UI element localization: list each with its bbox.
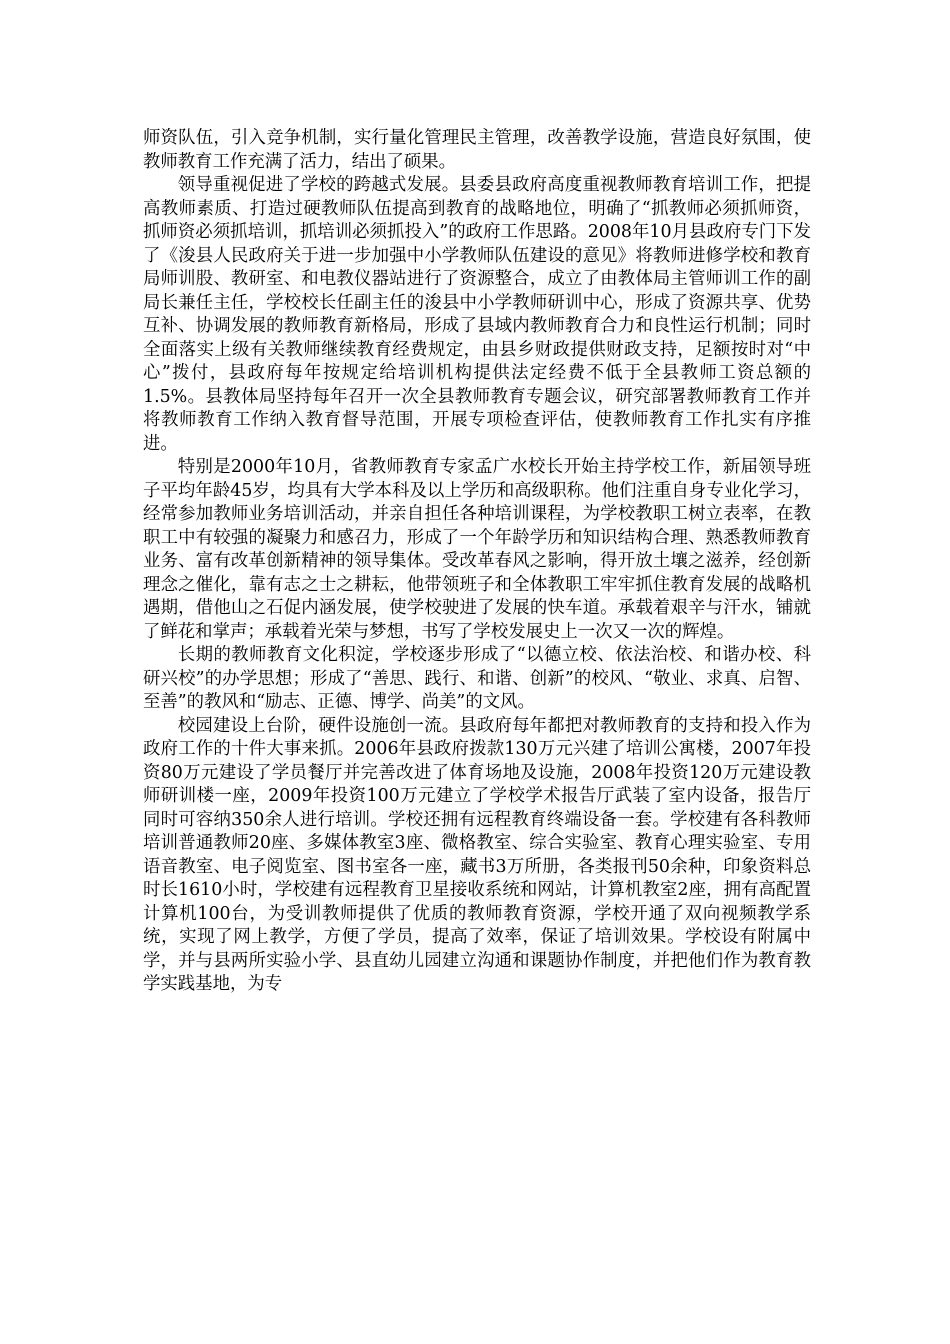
paragraph-leadership-support: 领导重视促进了学校的跨越式发展。县委县政府高度重视教师教育培训工作，把提高教师素质、打造过硬教师队伍提高到教育的战略地位，明确了“抓教师必须抓师资，抓师资必须抓培训，抓培训必须抓投入”的政府工作思路。2008年10月县政府专门下发了《浚县人民政府关于进一步加强中小学教师队伍建设的意见》将教师进修学校和教育局师训股、教研室、和电教仪器站进行了资源整合，成立了由教体局主管师训工作的副局长兼任主任，学校校长任副主任的浚县中小学教师研训中心，形成了资源共享、优势互补、协调发展的教师教育新格局，形成了县域内教师教育合力和良性运行机制；同时全面落实上级有关教师继续教育经费规定，由县乡财政提供财政支持，足额按时对“中心”拨付，县政府每年按规定给培训机构提供法定经费不低于全县教师工资总额的1.5%。县教体局坚持每年召开一次全县教师教育专题会议，研究部署教师教育工作并将教师教育工作纳入教育督导范围，开展专项检查评估，使教师教育工作扎实有序推进。 bbox=[143, 175, 811, 454]
paragraph-school-culture: 长期的教师教育文化积淀，学校逐步形成了“以德立校、依法治校、和谐办校、科研兴校”的办学思想；形成了“善思、践行、和谐、创新”的校风、“敬业、求真、启智、至善”的教风和“励志、正德、博学、尚美”的文风。 bbox=[143, 645, 811, 712]
paragraph-campus-construction: 校园建设上台阶，硬件设施创一流。县政府每年都把对教师教育的支持和投入作为政府工作的十件大事来抓。2006年县政府拨款130万元兴建了培训公寓楼，2007年投资80万元建设了学员餐厅并完善改进了体育场地及设施，2008年投资120万元建设教师研训楼一座，2009年投资100万元建立了学校学术报告厅武装了室内设备，报告厅同时可容纳350余人进行培训。学校还拥有远程教育终端设备一套。学校建有各科教师培训普通教师20座、多媒体教室3座、微格教室、综合实验室、教育心理实验室、专用语音教室、电子阅览室、图书室各一座，藏书3万所册，各类报刊50余种，印象资料总时长1610小时，学校建有远程教育卫星接收系统和网站，计算机教室2座，拥有高配置计算机100台，为受训教师提供了优质的教师教育资源，学校开通了双向视频教学系统，实现了网上教学，方便了学员，提高了效率，保证了培训效果。学校设有附属中学，并与县两所实验小学、县直幼儿园建立沟通和课题协作制度，并把他们作为教育教学实践基地，为专 bbox=[143, 715, 811, 994]
paragraph-continuation: 师资队伍，引入竞争机制，实行量化管理民主管理，改善教学设施，营造良好氛围，使教师教育工作充满了活力，结出了硕果。 bbox=[143, 128, 811, 172]
paragraph-principal-leadership: 特别是2000年10月，省教师教育专家孟广水校长开始主持学校工作，新届领导班子平均年龄45岁，均具有大学本科及以上学历和高级职称。他们注重自身专业化学习，经常参加教师业务培训活动，并亲自担任各种培训课程，为学校教职工树立表率，在教职工中有较强的凝聚力和感召力，形成了一个年龄学历和知识结构合理、熟悉教师教育业务、富有改革创新精神的领导集体。受改革春风之影响，得开放土壤之滋养，经创新理念之催化，靠有志之士之耕耘，他带领班子和全体教职工牢牢抓住教育发展的战略机遇期，借他山之石促内涵发展，使学校驶进了发展的快车道。承载着艰辛与汗水，铺就了鲜花和掌声；承载着光荣与梦想，书写了学校发展史上一次又一次的辉煌。 bbox=[143, 457, 811, 642]
document-body bbox=[143, 127, 811, 997]
